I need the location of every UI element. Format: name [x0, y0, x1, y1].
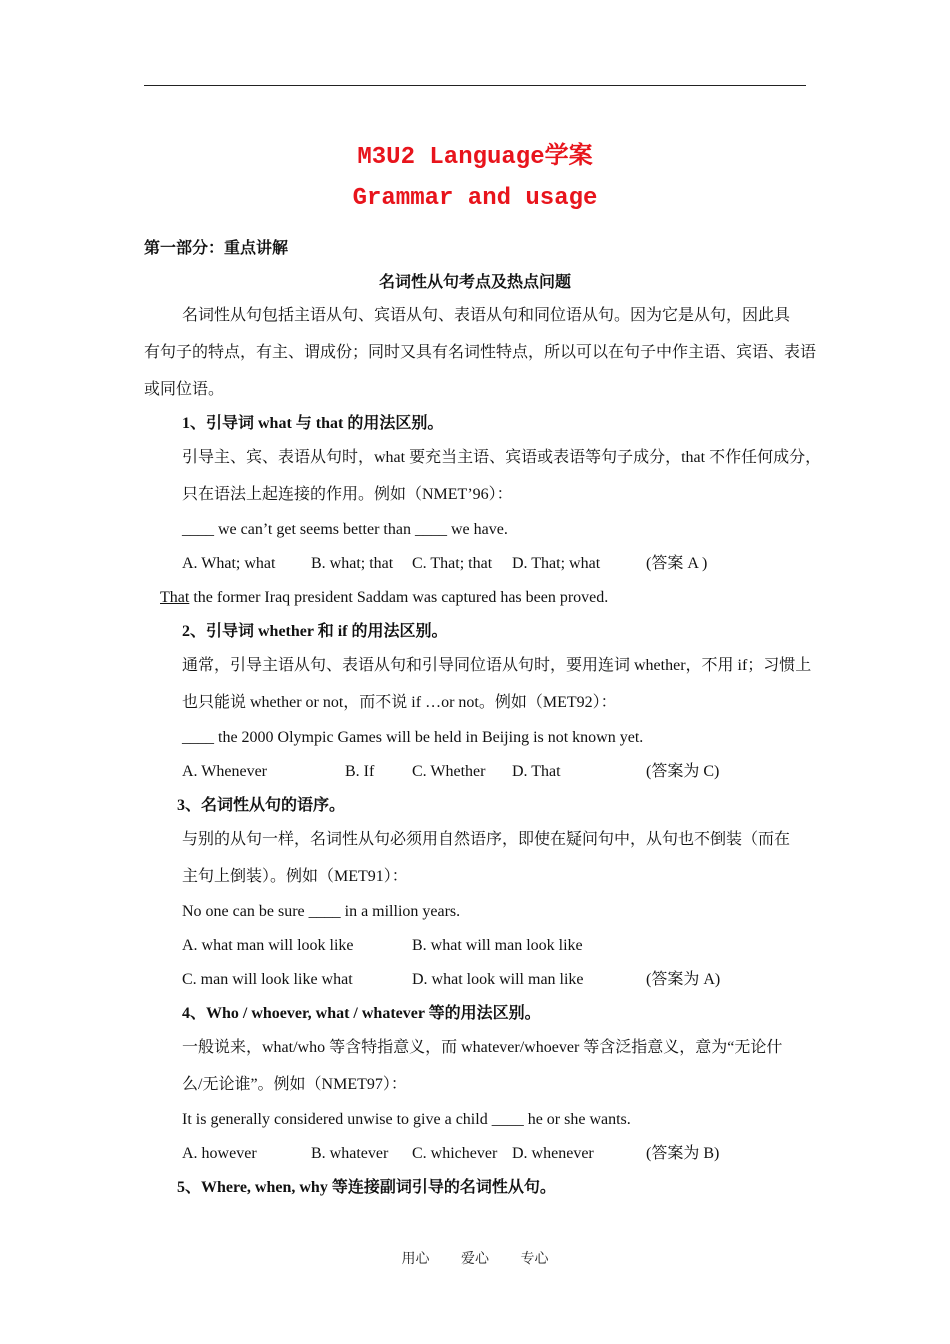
question: ____ we can’t get seems better than ____ we have. — [182, 521, 508, 538]
option: B. what; that — [311, 555, 394, 572]
header-rule — [144, 85, 806, 86]
point-desc: 一般说来，what/who 等含特指意义，而 whatever/whoever 等含泛指意义，意为“无论什 — [182, 1039, 783, 1056]
option: B. what will man look like — [412, 937, 583, 954]
option: A. however — [182, 1145, 257, 1162]
answer: (答案为 C) — [646, 763, 720, 780]
document-title: M3U2 Language学案 — [357, 144, 593, 171]
point-heading: 2、引导词 whether 和 if 的用法区别。 — [182, 623, 448, 640]
option: B. If — [345, 763, 375, 780]
example-note — [160, 588, 608, 608]
question: ____ the 2000 Olympic Games will be held in Beijing is not known yet. — [182, 729, 644, 746]
option: A. Whenever — [182, 763, 267, 780]
option: C. man will look like what — [182, 971, 353, 988]
topic-heading: 名词性从句考点及热点问题 — [378, 274, 571, 291]
option: D. That; what — [512, 555, 601, 572]
point-heading: 4、Who / whoever, what / whatever 等的用法区别。 — [182, 1005, 541, 1022]
option: B. whatever — [311, 1145, 389, 1162]
point-desc: 与别的从句一样，名词性从句必须用自然语序，即使在疑问句中，从句也不倒装（而在 — [182, 831, 791, 848]
intro-line: 或同位语。 — [144, 381, 225, 398]
option: C. whichever — [412, 1145, 498, 1162]
footer-word: 爱心 — [461, 1252, 489, 1267]
point-desc: 引导主、宾、表语从句时，what 要充当主语、宾语或表语等句子成分，that 不作任何成分， — [182, 449, 822, 466]
point-desc: 也只能说 whether or not，而不说 if …or not。例如（MET92）： — [182, 694, 617, 711]
point-desc: 么/无论谁”。例如（NMET97）： — [182, 1076, 407, 1093]
option: D. That — [512, 763, 561, 780]
point-heading: 5、Where, when, why 等连接副词引导的名词性从句。 — [177, 1179, 556, 1196]
point-desc: 通常，引导主语从句、表语从句和引导同位语从句时，要用连词 whether，不用 if；习惯上 — [182, 657, 812, 674]
underlined-word: That — [160, 589, 190, 606]
answer: (答案为 A) — [646, 971, 721, 988]
option: C. Whether — [412, 763, 486, 780]
footer-word: 专心 — [520, 1252, 549, 1267]
question: It is generally considered unwise to give a child ____ he or she wants. — [182, 1111, 631, 1128]
option: A. What; what — [182, 555, 276, 572]
document-subtitle: Grammar and usage — [352, 185, 598, 212]
footer-word: 用心 — [401, 1252, 430, 1267]
point-heading: 1、引导词 what 与 that 的用法区别。 — [182, 415, 444, 432]
point-heading: 3、名词性从句的语序。 — [177, 797, 346, 814]
intro-line: 有句子的特点，有主、谓成份；同时又具有名词性特点，所以可以在句子中作主语、宾语、表语 — [144, 344, 817, 361]
option: D. whenever — [512, 1145, 594, 1162]
option: A. what man will look like — [182, 937, 354, 954]
section-heading: 第一部分：重点讲解 — [144, 240, 289, 257]
page-footer — [0, 1248, 950, 1268]
point-desc: 主句上倒装）。例如（MET91）： — [182, 868, 408, 885]
question: No one can be sure ____ in a million years. — [182, 903, 461, 920]
note-text: the former Iraq president Saddam was captured has been proved. — [189, 589, 609, 606]
answer: (答案 A ) — [646, 555, 708, 572]
option: C. That; that — [412, 555, 493, 572]
point-desc: 只在语法上起连接的作用。例如（NMET’96）： — [182, 486, 513, 503]
option: D. what look will man like — [412, 971, 584, 988]
answer: (答案为 B) — [646, 1145, 720, 1162]
intro-line: 名词性从句包括主语从句、宾语从句、表语从句和同位语从句。因为它是从句，因此具 — [182, 307, 791, 324]
